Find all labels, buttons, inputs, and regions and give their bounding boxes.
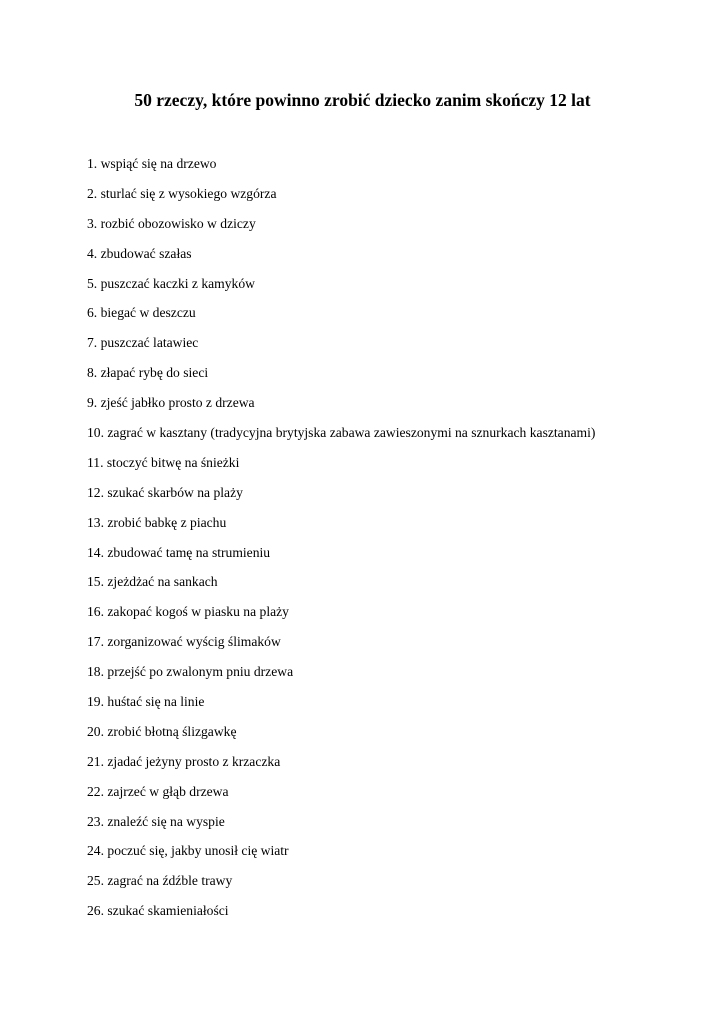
list-item: 3. rozbić obozowisko w dziczy xyxy=(87,215,256,231)
list-item: 12. szukać skarbów na plaży xyxy=(87,484,243,500)
list-item: 7. puszczać latawiec xyxy=(87,335,199,351)
list-item: 1. wspiąć się na drzewo xyxy=(87,156,217,171)
list-item: 23. znaleźć się na wyspie xyxy=(87,813,225,829)
activity-list xyxy=(87,153,595,930)
list-item: 11. stoczyć bitwę na śnieżki xyxy=(87,454,240,470)
list-item: 5. puszczać kaczki z kamyków xyxy=(87,275,255,291)
list-item: 26. szukać skamieniałości xyxy=(87,903,229,919)
list-item: 18. przejść po zwalonym pniu drzewa xyxy=(87,664,294,680)
list-item: 4. zbudować szałas xyxy=(87,245,192,261)
list-item: 13. zrobić babkę z piachu xyxy=(87,514,227,530)
list-item: 17. zorganizować wyścig ślimaków xyxy=(87,634,281,650)
list-item: 20. zrobić błotną ślizgawkę xyxy=(87,723,237,739)
list-item: 10. zagrać w kasztany (tradycyjna brytyjska zabawa zawieszonymi na sznurkach kasztanami) xyxy=(87,425,596,441)
list-item: 24. poczuć się, jakby unosił cię wiatr xyxy=(87,843,289,859)
list-item: 8. złapać rybę do sieci xyxy=(87,365,209,381)
list-item: 16. zakopać kogoś w piasku na plaży xyxy=(87,604,289,620)
list-item: 22. zajrzeć w głąb drzewa xyxy=(87,783,229,799)
list-item: 14. zbudować tamę na strumieniu xyxy=(87,544,271,560)
list-item: 2. sturlać się z wysokiego wzgórza xyxy=(87,185,277,201)
list-item: 15. zjeżdżać na sankach xyxy=(87,574,218,590)
list-item: 19. huśtać się na linie xyxy=(87,694,205,710)
list-item: 6. biegać w deszczu xyxy=(87,305,196,321)
document-title: 50 rzeczy, które powinno zrobić dziecko zanim skończy 12 lat xyxy=(134,90,591,110)
list-item: 21. zjadać jeżyny prosto z krzaczka xyxy=(87,753,281,769)
list-item: 25. zagrać na źdźble trawy xyxy=(87,873,233,889)
list-item: 9. zjeść jabłko prosto z drzewa xyxy=(87,395,255,411)
